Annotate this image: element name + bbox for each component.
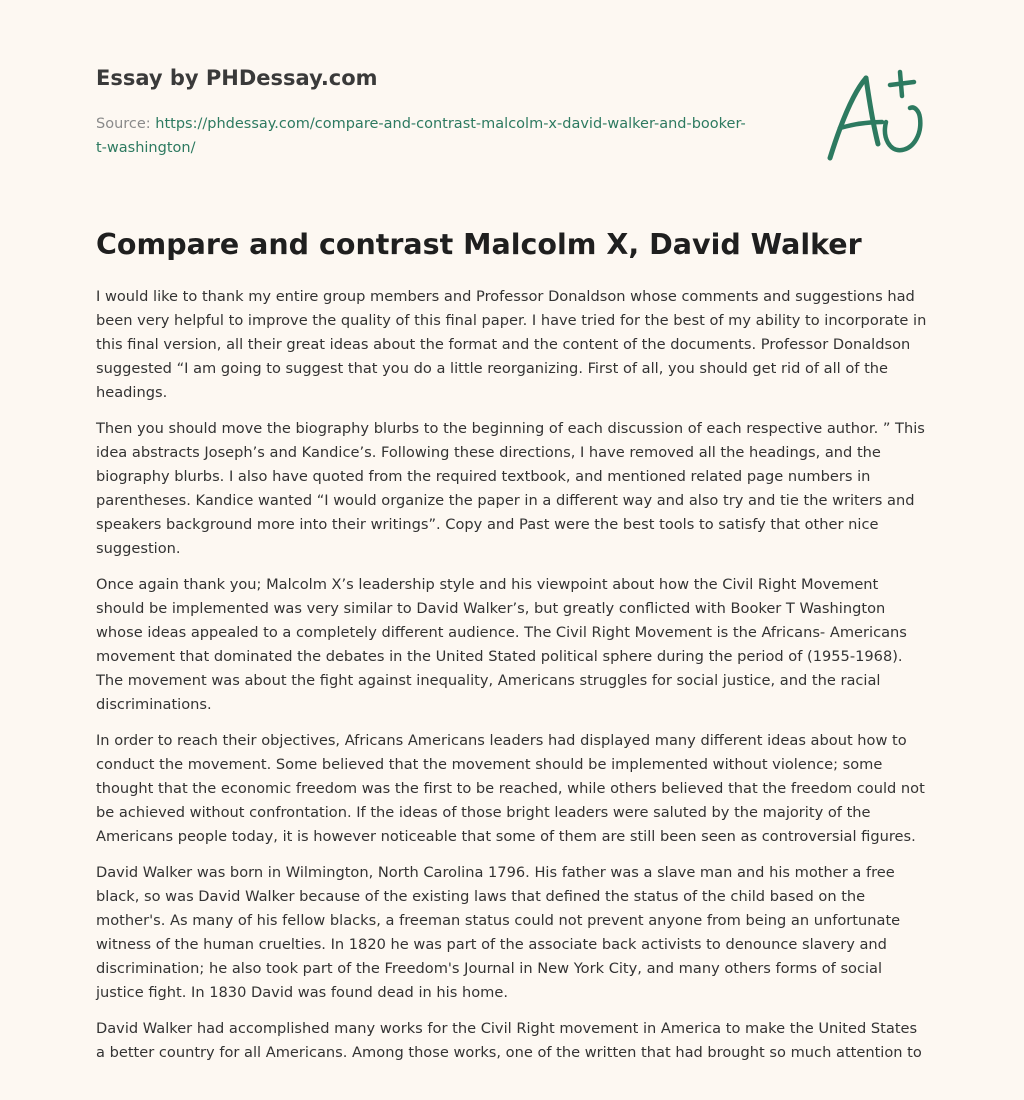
paragraph: Then you should move the biography blurbs to the beginning of each discussion of each respective author. ” This idea abstracts Joseph’s and Kandice’s. Following these directions, I have removed all the headings, and the biography blurbs. I also have quoted from the required textbook, and mentioned related page numbers in parentheses. Kandice wanted “I would organize the paper in a different way and also try and tie the writers and speakers background more into their writings”. Copy and Past were the best tools to satisfy that other nice suggestion. bbox=[96, 420, 925, 557]
paragraph: David Walker had accomplished many works for the Civil Right movement in America to make the United States a better country for all Americans. Among those works, one of the written that had brought so much attention to bbox=[96, 1020, 922, 1061]
source-line bbox=[96, 112, 746, 160]
site-brand: Essay by PHDessay.com bbox=[96, 66, 378, 90]
source-link[interactable]: https://phdessay.com/compare-and-contrast-malcolm-x-david-walker-and-booker-t-washington/ bbox=[96, 116, 746, 156]
page-header bbox=[96, 64, 796, 160]
paragraph: In order to reach their objectives, Africans Americans leaders had displayed many different ideas about how to conduct the movement. Some believed that the movement should be implemented without violence; some thought that the economic freedom was the first to be reached, while others believed that the freedom could not be achieved without confrontation. If the ideas of those bright leaders were saluted by the majority of the Americans people today, it is however noticeable that some of them are still been seen as controversial figures. bbox=[96, 732, 925, 845]
essay-title: Compare and contrast Malcolm X, David Walker bbox=[96, 228, 862, 261]
a-plus-logo-icon bbox=[820, 66, 930, 166]
source-label: Source: bbox=[96, 116, 151, 132]
paragraph: I would like to thank my entire group members and Professor Donaldson whose comments and suggestions had been very helpful to improve the quality of this final paper. I have tried for the best of my ability to incorporate in this final version, all their great ideas about the format and the content of the documents. Professor Donaldson suggested “I am going to suggest that you do a little reorganizing. First of all, you should get rid of all of the headings. bbox=[96, 288, 927, 401]
paragraph: David Walker was born in Wilmington, North Carolina 1796. His father was a slave man and his mother a free black, so was David Walker because of the existing laws that defined the status of the child based on the mother's. As many of his fellow blacks, a freeman status could not prevent anyone from being an unfortunate witness of the human cruelties. In 1820 he was part of the associate back activists to denounce slavery and discrimination; he also took part of the Freedom's Journal in New York City, and many others forms of social justice fight. In 1830 David was found dead in his home. bbox=[96, 864, 901, 1001]
paragraph: Once again thank you; Malcolm X’s leadership style and his viewpoint about how the Civil Right Movement should be implemented was very similar to David Walker’s, but greatly conflicted with Booker T Washington whose ideas appealed to a completely different audience. The Civil Right Movement is the Africans- Americans movement that dominated the debates in the United Stated political sphere during the period of (1955-1968). The movement was about the fight against inequality, Americans struggles for social justice, and the racial discriminations. bbox=[96, 576, 907, 713]
essay-body bbox=[96, 285, 928, 1077]
